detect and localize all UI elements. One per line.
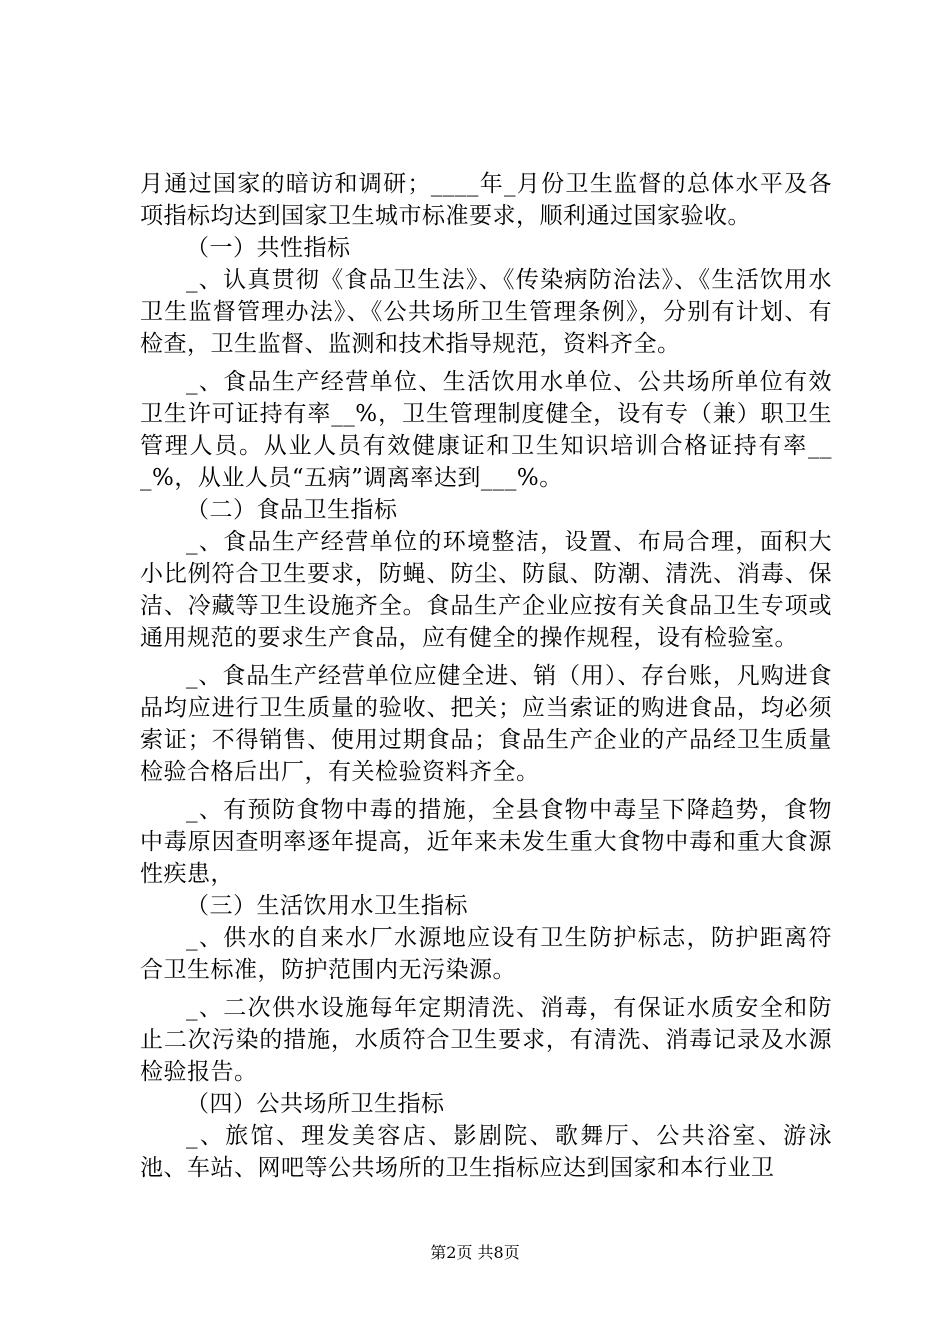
paragraph-water-2: _、二次供水设施每年定期清洗、消毒，有保证水质安全和防止二次污染的措施，水质符合卫生要求，有清洗、消毒记录及水源检验报告。 [140,995,832,1085]
document-body [140,168,832,1184]
paragraph-common-2: _、食品生产经营单位、生活饮用水单位、公共场所单位有效卫生许可证持有率__%，卫生管理制度健全，设有专（兼）职卫生管理人员。从业人员有效健康证和卫生知识培训合格证持有率___%，从业人员“五病”调离率达到___%。 [140,369,832,491]
paragraph-water-1: _、供水的自来水厂水源地应设有卫生防护标志，防护距离符合卫生标准，防护范围内无污染源。 [140,925,832,983]
paragraph-intro: 月通过国家的暗访和调研；____年_月份卫生监督的总体水平及各项指标均达到国家卫生城市标准要求，顺利通过国家验收。 [140,171,832,229]
paragraph-public-1: _、旅馆、理发美容店、影剧院、歌舞厅、公共浴室、游泳池、车站、网吧等公共场所的卫生指标应达到国家和本行业卫 [140,1123,832,1181]
page-number-footer: 第2页 共8页 [430,1243,520,1262]
section-heading-food: （二）食品卫生指标 [186,497,398,523]
paragraph-food-2: _、食品生产经营单位应健全进、销（用）、存台账，凡购进食品均应进行卫生质量的验收、把关；应当索证的购进食品，均必须索证；不得销售、使用过期食品；食品生产企业的产品经卫生质量检验合格后出厂，有关检验资料齐全。 [140,663,832,785]
paragraph-food-3: _、有预防食物中毒的措施，全县食物中毒呈下降趋势，食物中毒原因查明率逐年提高，近年来未发生重大食物中毒和重大食源性疾患， [140,797,832,887]
paragraph-common-1: _、认真贯彻《食品卫生法》、《传染病防治法》、《生活饮用水卫生监督管理办法》、《公共场所卫生管理条例》，分别有计划、有检查，卫生监督、监测和技术指导规范，资料齐全。 [140,267,832,357]
section-heading-water: （三）生活饮用水卫生指标 [186,893,468,919]
paragraph-food-1: _、食品生产经营单位的环境整洁，设置、布局合理，面积大小比例符合卫生要求，防蝇、防尘、防鼠、防潮、清洗、消毒、保洁、冷藏等卫生设施齐全。食品生产企业应按有关食品卫生专项或通用规范的要求生产食品，应有健全的操作规程，设有检验室。 [140,529,832,651]
section-heading-common: （一）共性指标 [186,235,351,261]
section-heading-public: （四）公共场所卫生指标 [186,1091,445,1117]
